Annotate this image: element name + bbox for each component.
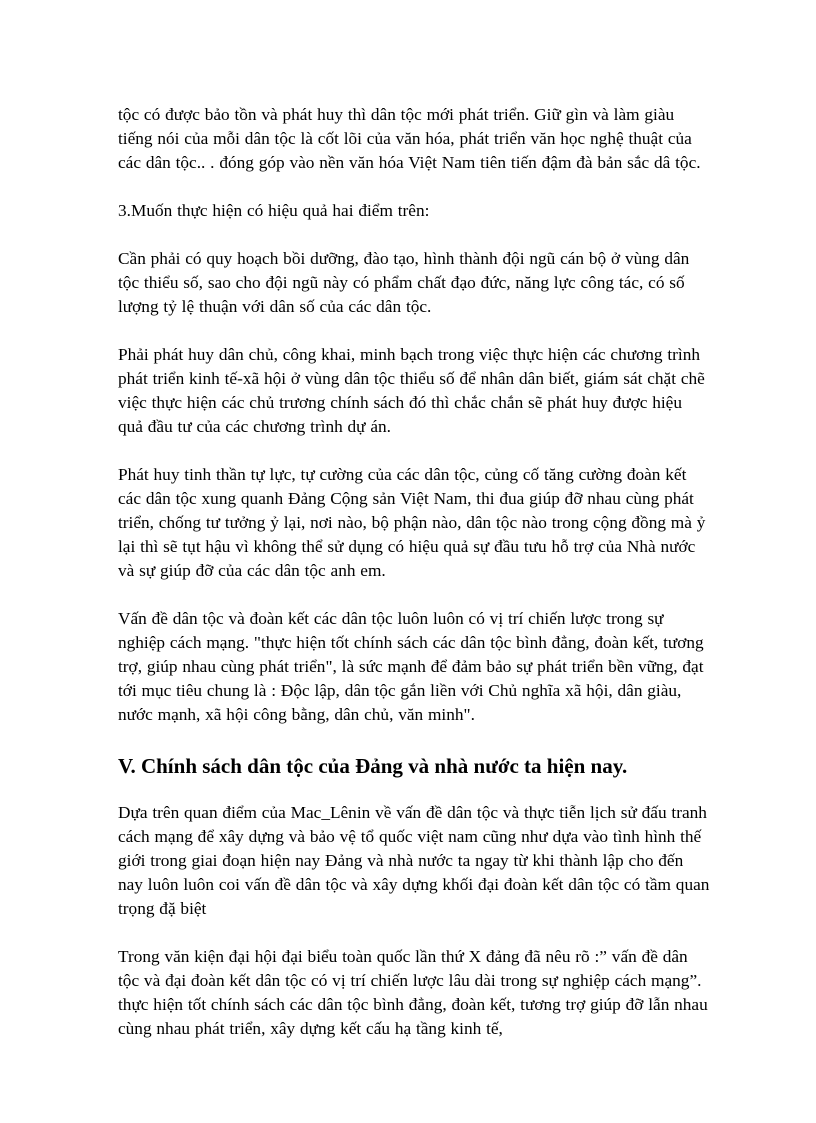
paragraph-section-3-title: 3.Muốn thực hiện có hiệu quả hai điểm trên: [118, 201, 430, 220]
paragraph-cadre-training: Cần phải có quy hoạch bồi dưỡng, đào tạo, hình thành đội ngũ cán bộ ở vùng dân tộc thiểu số, sao cho đội ngũ này có phẩm chất đạo đức, năng lực công tác, có số lượng tỷ lệ thuận với dân số của các dân tộc. [118, 249, 690, 316]
paragraph-ethnic-unity: Vấn đề dân tộc và đoàn kết các dân tộc luôn luôn có vị trí chiến lược trong sự nghiệp cách mạng. "thực hiện tốt chính sách các dân tộc bình đẳng, đoàn kết, tương trợ, giúp nhau cùng phát triển", là sức mạnh để đảm bảo sự phát triển bền vững, đạt tới mục tiêu chung là : Độc lập, dân tộc gắn liền với Chủ nghĩa xã hội, dân giàu, nước mạnh, xã hội công bằng, dân chủ, văn minh". [118, 609, 704, 724]
paragraph-continuation: tộc có được bảo tồn và phát huy thì dân tộc mới phát triển. Giữ gìn và làm giàu tiếng nói của mỗi dân tộc là cốt lõi của văn hóa, phát triển văn học nghệ thuật của các dân tộc.. . đóng góp vào nền văn hóa Việt Nam tiên tiến đậm đà bản sắc dâ tộc. [118, 105, 701, 172]
document-body [118, 103, 710, 1065]
paragraph-democracy: Phải phát huy dân chủ, công khai, minh bạch trong việc thực hiện các chương trình phát triển kinh tế-xã hội ở vùng dân tộc thiểu số để nhân dân biết, giám sát chặt chẽ việc thực hiện các chủ trương chính sách đó thì chắc chắn sẽ phát huy được hiệu quả đầu tư của các chương trình dự án. [118, 345, 705, 436]
paragraph-congress-document: Trong văn kiện đại hội đại biểu toàn quốc lần thứ X đảng đã nêu rõ :” vấn đề dân tộc và đại đoàn kết dân tộc có vị trí chiến lược lâu dài trong sự nghiệp cách mạng”. thực hiện tốt chính sách các dân tộc bình đẳng, đoàn kết, tương trợ giúp đỡ lẫn nhau cùng nhau phát triển, xây dựng kết cấu hạ tầng kinh tế, [118, 947, 708, 1038]
section-heading: V. Chính sách dân tộc của Đảng và nhà nước ta hiện nay. [118, 754, 628, 778]
paragraph-marxist-view: Dựa trên quan điểm của Mac_Lênin về vấn đề dân tộc và thực tiễn lịch sử đấu tranh cách mạng để xây dựng và bảo vệ tổ quốc việt nam cũng như dựa vào tình hình thế giới trong giai đoạn hiện nay Đảng và nhà nước ta ngay từ khi thành lập cho đến nay luôn luôn coi vấn đề dân tộc và xây dựng khối đại đoàn kết dân tộc có tầm quan trọng đặ biệt [118, 803, 710, 918]
paragraph-self-reliance: Phát huy tinh thần tự lực, tự cường của các dân tộc, củng cố tăng cường đoàn kết các dân tộc xung quanh Đảng Cộng sản Việt Nam, thi đua giúp đỡ nhau cùng phát triển, chống tư tưởng ỷ lại, nơi nào, bộ phận nào, dân tộc nào trong cộng đồng mà ỷ lại thì sẽ tụt hậu vì không thể sử dụng có hiệu quả sự đầu tưu hỗ trợ của Nhà nước và sự giúp đỡ của các dân tộc anh em. [118, 465, 706, 580]
